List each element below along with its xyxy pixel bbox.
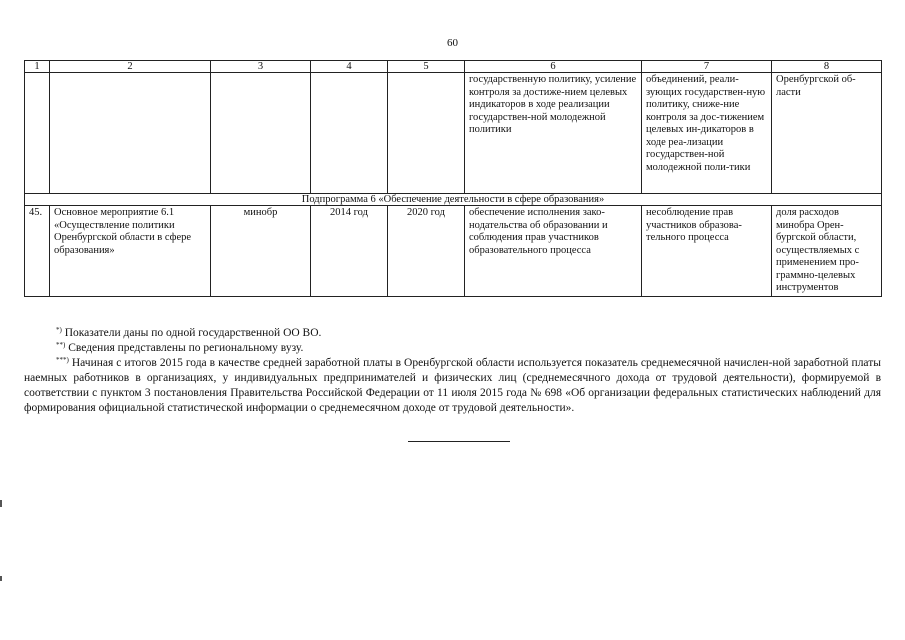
column-number: 8	[772, 61, 882, 73]
footnote-mark: **)	[56, 341, 66, 349]
table-cell	[25, 73, 50, 194]
column-number: 6	[465, 61, 642, 73]
consequences-cell: объединений, реали-зующих государствен-ную политику, сниже-ние контроля за дос-тижением целевых ин-дикаторов в ходе реа-лизации государствен-ной молодежной поли-тики	[642, 73, 772, 194]
indicator-cell: доля расходов минобра Орен-бургской области, осуществляемых с применением про-граммно-целевых инструментов	[772, 206, 882, 297]
end-year-cell: 2020 год	[388, 206, 465, 297]
page-number: 60	[447, 37, 458, 49]
footnote-mark: ***)	[56, 356, 69, 364]
table-cell	[211, 73, 311, 194]
consequences-cell: несоблюдение прав участников образова-тельного процесса	[642, 206, 772, 297]
subprogram-title: Подпрограмма 6 «Обеспечение деятельности в сфере образования»	[25, 194, 882, 206]
column-number: 4	[311, 61, 388, 73]
column-number: 3	[211, 61, 311, 73]
executor-cell: минобр	[211, 206, 311, 297]
footnote-text: Сведения представлены по региональному вузу.	[68, 342, 304, 354]
indicator-cell: Оренбургской об-ласти	[772, 73, 882, 194]
closing-rule	[408, 441, 510, 442]
scan-edge-mark	[0, 576, 2, 581]
table-row	[25, 206, 882, 297]
table-row	[25, 73, 882, 194]
subprogram-row	[25, 194, 882, 206]
scan-edge-mark	[0, 500, 2, 507]
event-cell: Основное мероприятие 6.1 «Осуществление политики Оренбургской области в сфере образования»	[50, 206, 211, 297]
table-cell	[311, 73, 388, 194]
footnote	[24, 341, 881, 356]
column-number: 1	[25, 61, 50, 73]
footnotes	[24, 326, 881, 416]
start-year-cell: 2014 год	[311, 206, 388, 297]
footnote-text: Начиная с итогов 2015 года в качестве средней заработной платы в Оренбургской области используется показатель среднемесячной начислен-ной заработной платы наемных работников в организациях, у индивидуальных предпринимателей и физических лиц (среднемесячного дохода от трудовой деятельности), формируемой в соответствии с пунктом 3 постановления Правительства Российской Федерации от 11 июля 2015 года № 698 «Об организации федеральных статистических наблюдений для формирования официальной статистической информации о среднемесячном доходе от трудовой деятельности».	[24, 357, 881, 414]
footnote-mark: *)	[56, 326, 62, 334]
result-cell: обеспечение исполнения зако-нодательства об образовании и соблюдения прав участников образовательного процесса	[465, 206, 642, 297]
row-number: 45.	[25, 206, 50, 297]
measures-table	[24, 60, 882, 297]
footnote	[24, 356, 881, 416]
footnote-text: Показатели даны по одной государственной ОО ВО.	[64, 327, 322, 339]
table-cell	[50, 73, 211, 194]
result-cell: государственную политику, усиление контроля за достиже-нием целевых индикаторов в ходе реализации государствен-ной молодежной политики	[465, 73, 642, 194]
footnote	[24, 326, 881, 341]
column-number: 2	[50, 61, 211, 73]
column-number: 7	[642, 61, 772, 73]
table-cell	[388, 73, 465, 194]
column-number: 5	[388, 61, 465, 73]
column-number-row	[25, 61, 882, 73]
